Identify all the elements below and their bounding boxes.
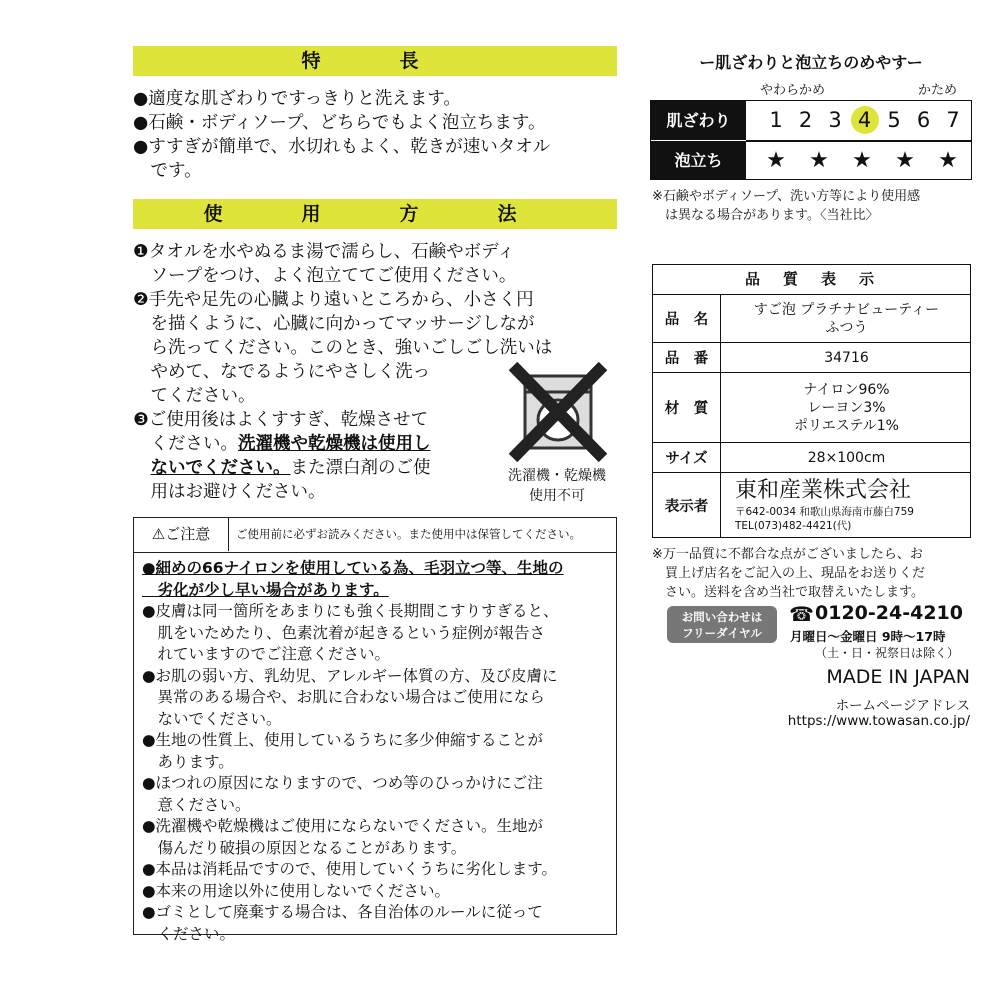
usage-step3-line: ❸ご使用後はよくすすぎ、乾燥させて	[133, 410, 429, 430]
usage-step2-line: てください。	[133, 386, 256, 406]
caution-item: あります。	[142, 752, 234, 771]
product-name-line: ふつう	[825, 319, 868, 336]
rating-title: ー肌ざわりと泡立ちのめやすー	[699, 53, 923, 72]
caution-item: ください。	[142, 924, 236, 943]
contact-hours: 月曜日～金曜日 9時～17時	[790, 629, 946, 644]
defect-line: 買上げ店名をご記入の上、現品をお送りくだ	[652, 566, 926, 581]
soft-label: やわらかめ	[760, 83, 826, 98]
texture-scale-number: 2	[798, 108, 813, 132]
caution-tag: ⚠ご注意	[134, 518, 229, 551]
texture-scale-number: 7	[946, 108, 960, 132]
foam-star-icon: ★	[766, 148, 786, 173]
quality-row-name	[653, 295, 970, 343]
product-name-line: すご泡 プラチナビューティー	[753, 301, 940, 318]
freedial-badge	[667, 606, 777, 643]
usage-step2-line: を描くように、心臓に向かってマッサージしなが	[133, 314, 535, 334]
quality-table	[652, 264, 971, 538]
homepage-label: ホームページアドレス	[835, 698, 970, 714]
number-label: 品 番	[653, 343, 721, 372]
features-item: です。	[133, 161, 202, 181]
icon-caption-line: 洗濯機・乾燥機	[508, 468, 606, 484]
quality-title: 品 質 表 示	[744, 270, 878, 288]
usage-step2-line: ❷手先や足先の心臓より遠いところから、小さく円	[133, 290, 534, 310]
name-label: 品 名	[653, 295, 721, 342]
quality-row-maker	[653, 473, 970, 537]
usage-warning-text: ないでください。	[150, 458, 291, 478]
rating-note	[652, 187, 982, 225]
caution-item: 劣化が少し早い場合があります。	[142, 580, 389, 599]
usage-step3-line: 用はお避けください。	[133, 482, 326, 502]
phone-number[interactable]: 0120-24-4210	[815, 602, 963, 624]
texture-scale-number: 1	[769, 108, 783, 132]
texture-scale-number: 3	[828, 108, 842, 132]
caution-item: 異常のある場合や、お肌に合わない場合はご使用になら	[142, 688, 545, 706]
homepage-url[interactable]: https://www.towasan.co.jp/	[787, 713, 970, 729]
caution-item: ないでください。	[142, 709, 282, 728]
usage-step2-line: ら洗ってください。このとき、強いごしごし洗いは	[133, 338, 553, 358]
icon-caption-line: 使用不可	[529, 488, 585, 504]
texture-label: 肌ざわり	[651, 101, 746, 140]
foam-star-icon: ★	[809, 148, 829, 173]
foam-star-icon: ★	[852, 148, 872, 173]
caution-item: 意ください。	[142, 795, 251, 814]
texture-scale-number: 6	[916, 108, 931, 132]
caution-item: ●お肌の弱い方、乳幼児、アレルギー体質の方、及び皮膚に	[142, 666, 558, 685]
product-number	[723, 343, 970, 372]
features-list	[133, 87, 623, 183]
contact-holidays: （土・日・祝祭日は除く）	[815, 646, 960, 660]
caution-header	[134, 518, 616, 553]
size-text: 28×100cm	[807, 449, 886, 466]
quality-row-size	[653, 443, 970, 473]
features-item: ●適度な肌ざわりですっきりと洗えます。	[133, 89, 461, 109]
maker-tel: TEL(073)482-4421(代)	[735, 520, 852, 532]
caution-item: ●ゴミとして廃棄する場合は、各自治体のルールに従って	[142, 903, 543, 921]
product-number-value: 34716	[824, 349, 869, 366]
maker-address: 〒642-0034 和歌山県海南市藤白759	[735, 506, 914, 518]
foam-star-icon: ★	[895, 148, 915, 173]
usage-text: ください。	[133, 434, 238, 454]
freedial-icon: ☎	[789, 602, 814, 626]
caution-item: ●細めの66ナイロンを使用している為、毛羽立つ等、生地の	[142, 559, 564, 577]
material-line: ナイロン96%	[803, 381, 890, 398]
usage-step2-line: やめて、なでるようにやさしく洗っ	[133, 362, 431, 382]
usage-step1-line: ソープをつけ、よく泡立ててご使用ください。	[133, 266, 517, 286]
foam-label: 泡立ち	[651, 141, 746, 180]
caution-item: ●皮膚は同一箇所をあまりにも強く長期間こすりすぎると、	[142, 602, 559, 620]
defect-line: ※万一品質に不都合な点がございましたら、お	[652, 547, 923, 562]
features-header: 特 長	[133, 46, 617, 76]
size-label: サイズ	[653, 443, 721, 472]
texture-scale-number: 5	[887, 108, 901, 132]
caution-item: ●生地の性質上、使用しているうちに多少伸縮することが	[142, 731, 544, 749]
usage-warning-text: 洗濯機や乾燥機は使用し	[238, 434, 431, 454]
note-line: は異なる場合があります。〈当社比〉	[652, 208, 879, 223]
caution-item: 肌をいためたり、色素沈着が起きるという症例が報告さ	[142, 623, 546, 642]
defect-note	[652, 545, 982, 602]
note-line: ※石鹸やボディソープ、洗い方等により使用感	[652, 189, 921, 204]
material-line: ポリエステル1%	[794, 417, 899, 434]
texture-scale-number: 4	[851, 106, 879, 134]
maker-values	[723, 473, 970, 537]
material-label: 材 質	[653, 373, 721, 442]
caution-list	[142, 558, 610, 945]
material-values	[723, 373, 970, 442]
no-washing-machine-caption	[492, 466, 622, 506]
maker-name: 東和産業株式会社	[735, 478, 912, 503]
caution-item: ●本来の用途以外に使用しないでください。	[142, 881, 451, 900]
features-item: ●すすぎが簡単で、水切れもよく、乾きが速いタオル	[133, 137, 551, 157]
caution-item: ●本品は消耗品ですので、使用していくうちに劣化します。	[142, 860, 557, 878]
made-in-japan: MADE IN JAPAN	[826, 666, 970, 688]
size-value	[723, 443, 970, 472]
caution-note: ご使用前に必ずお読みください。また使用中は保管してください。	[236, 527, 581, 541]
quality-title-row	[653, 265, 970, 295]
defect-line: さい。送料を含め当社で取替えいたします。	[652, 585, 924, 600]
product-name	[723, 295, 970, 342]
caution-item: ●ほつれの原因になりますので、つめ等のひっかけにご注	[142, 774, 543, 792]
badge-line: フリーダイヤル	[682, 625, 762, 640]
usage-step1-line: ❶タオルを水やぬるま湯で濡らし、石鹸やボディ	[133, 242, 515, 262]
caution-item: 傷んだり破損の原因となることがあります。	[142, 838, 467, 857]
no-washing-machine-icon	[505, 362, 611, 462]
badge-line: お問い合わせは	[681, 609, 763, 624]
hard-label: かため	[918, 83, 958, 98]
rating-table	[650, 100, 972, 180]
usage-header: 使 用 方 法	[133, 199, 617, 229]
material-line: レーヨン3%	[807, 399, 886, 416]
features-item: ●石鹸・ボディソープ、どちらでもよく泡立ちます。	[133, 113, 546, 133]
caution-item: れていますのでご注意ください。	[142, 645, 391, 663]
caution-item: ●洗濯機や乾燥機はご使用にならないでください。生地が	[142, 817, 544, 835]
usage-text: また漂白剤のご使	[290, 458, 431, 478]
quality-row-material	[653, 373, 970, 443]
foam-star-icon: ★	[938, 148, 958, 173]
caution-box	[133, 517, 617, 943]
quality-row-number	[653, 343, 970, 373]
maker-label: 表示者	[653, 473, 721, 537]
